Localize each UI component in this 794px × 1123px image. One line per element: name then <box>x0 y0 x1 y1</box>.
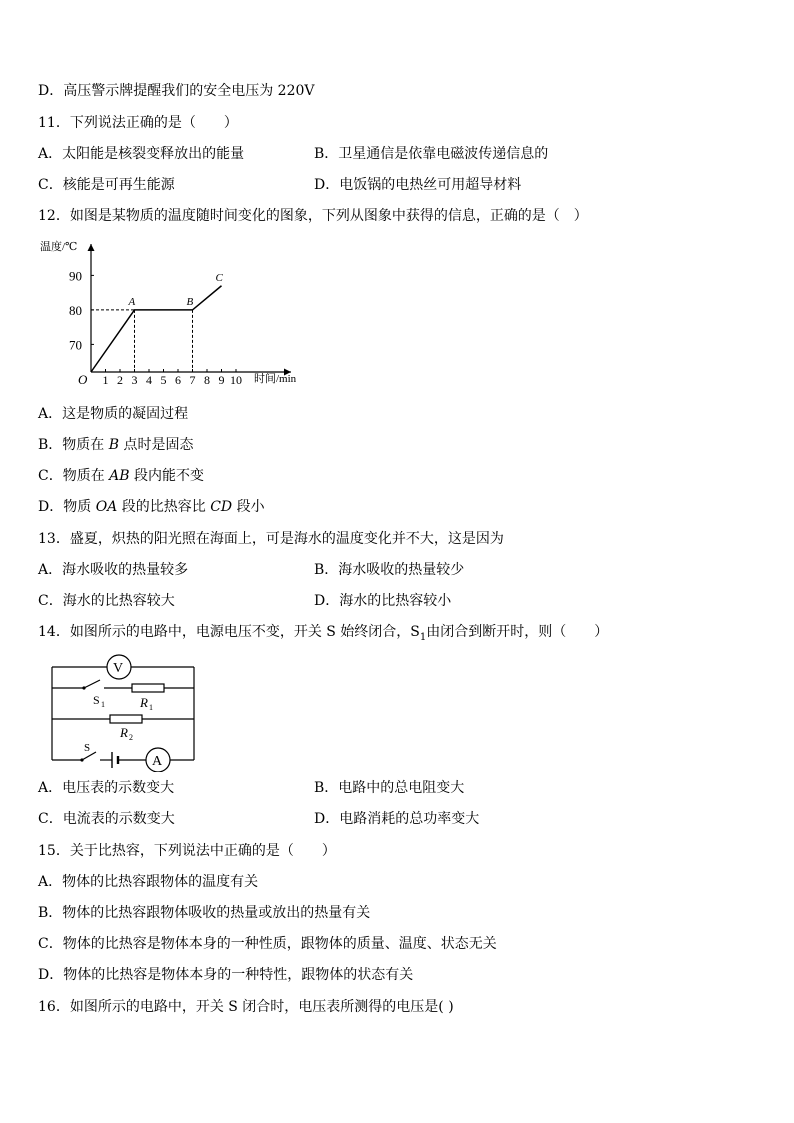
q13-option-d: D．海水的比热容较小 <box>314 593 452 609</box>
switch-s1 <box>84 680 100 688</box>
resistor-r1 <box>132 684 164 692</box>
x-axis-label: 时间/min <box>254 373 297 385</box>
x-tick-label: 9 <box>218 373 225 387</box>
q13-option-b: B．海水吸收的热量较少 <box>314 562 465 578</box>
q15-option-d: D．物体的比热容是物体本身的一种特性，跟物体的状态有关 <box>38 967 414 983</box>
q12-option-d: D．物质 OA 段的比热容比 CD 段小 <box>38 499 265 515</box>
q12-option-a: A．这是物质的凝固过程 <box>38 406 189 422</box>
svg-text:A: A <box>152 754 163 769</box>
svg-text:R: R <box>120 725 128 740</box>
x-tick-label: 5 <box>160 373 167 387</box>
q12-option-b: B．物质在 B 点时是固态 <box>38 437 194 453</box>
q13-stem: 13．盛夏，炽热的阳光照在海面上，可是海水的温度变化并不大，这是因为 <box>38 531 504 547</box>
q11-option-a: A．太阳能是核裂变释放出的能量 <box>38 146 245 162</box>
x-tick-label: 1 <box>102 373 109 387</box>
y-tick-label: 70 <box>69 337 82 353</box>
svg-text:R: R <box>140 695 148 710</box>
q14-option-a: A．电压表的示数变大 <box>38 780 175 796</box>
q15-stem: 15．关于比热容，下列说法中正确的是（ ） <box>38 843 336 859</box>
q11-option-b: B．卫星通信是依靠电磁波传递信息的 <box>314 146 549 162</box>
origin-label: O <box>78 372 88 387</box>
resistor-r2 <box>110 715 142 723</box>
q13-option-a: A．海水吸收的热量较多 <box>38 562 189 578</box>
y-axis-label: 温度/℃ <box>40 241 78 253</box>
q11-stem: 11．下列说法正确的是（ ） <box>38 115 238 131</box>
temperature-curve <box>91 286 222 372</box>
y-tick-label: 80 <box>69 302 82 318</box>
y-tick-label: 90 <box>69 268 82 284</box>
svg-text:S: S <box>84 742 91 754</box>
point-label-b: B <box>186 295 194 308</box>
svg-text:S: S <box>93 693 100 707</box>
q14-option-c: C．电流表的示数变大 <box>38 811 175 827</box>
q14-option-d: D．电路消耗的总功率变大 <box>314 811 480 827</box>
x-tick-label: 8 <box>204 373 210 387</box>
svg-text:V: V <box>113 661 124 676</box>
x-tick-label: 10 <box>230 373 242 387</box>
x-tick-label: 6 <box>175 373 181 387</box>
svg-text:1: 1 <box>101 700 105 709</box>
q15-option-c: C．物体的比热容是物体本身的一种性质，跟物体的质量、温度、状态无关 <box>38 936 497 952</box>
q14-option-b: B．电路中的总电阻变大 <box>314 780 465 796</box>
svg-text:2: 2 <box>129 733 133 742</box>
q16-stem: 16．如图所示的电路中，开关 S 闭合时，电压表所测得的电压是( ) <box>38 999 454 1015</box>
q15-option-b: B．物体的比热容跟物体吸收的热量或放出的热量有关 <box>38 905 371 921</box>
q11-option-c: C．核能是可再生能源 <box>38 177 175 193</box>
q12-stem: 12．如图是某物质的温度随时间变化的图象，下列从图象中获得的信息，正确的是（ ） <box>38 208 588 224</box>
q12-option-c: C．物质在 AB 段内能不变 <box>38 468 205 484</box>
q10-option-d: D．高压警示牌提醒我们的安全电压为 220V <box>38 83 315 99</box>
temperature-time-chart <box>36 232 316 392</box>
point-label-a: A <box>128 295 136 308</box>
x-tick-label: 3 <box>131 373 138 387</box>
q11-option-d: D．电饭锅的电热丝可用超导材料 <box>314 177 522 193</box>
point-label-c: C <box>215 271 223 284</box>
x-tick-label: 4 <box>146 373 152 387</box>
x-tick-label: 7 <box>189 373 196 387</box>
x-tick-label: 2 <box>117 373 123 387</box>
q15-option-a: A．物体的比热容跟物体的温度有关 <box>38 874 259 890</box>
q14-stem: 14．如图所示的电路中，电源电压不变，开关 S 始终闭合，$S_1$由闭合到断开时，则（ ） <box>38 624 609 643</box>
q13-option-c: C．海水的比热容较大 <box>38 593 175 609</box>
svg-text:1: 1 <box>149 703 153 712</box>
q14-circuit-diagram <box>44 652 224 772</box>
